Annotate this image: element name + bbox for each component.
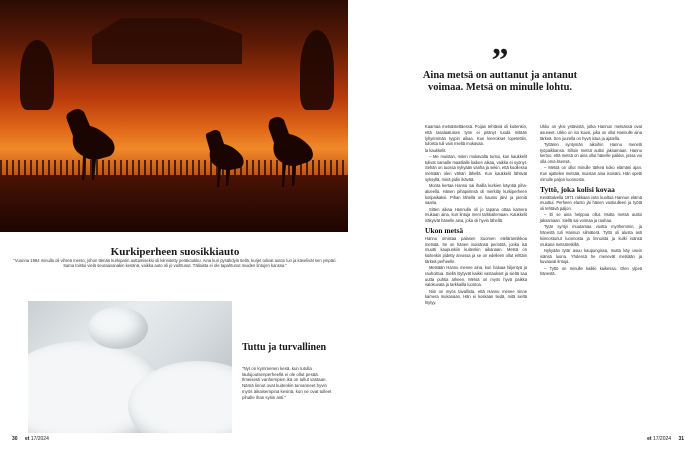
quote-mark: ” (491, 42, 509, 79)
paragraph: – Tyttö on minulle kaikki kaikessa. Olen ylpeä hänestä. (540, 265, 642, 277)
paragraph: – Metsä on ollut minulle tärkeä koko elämäni ajan. Kun ajattelen metsää, muistan aina isoisäni. Hän opetti minulle paljon luonnosta. (540, 165, 642, 182)
brand-logo: et (24, 436, 30, 442)
side-body: ”Nyt on kymmenen kesä, kun tutulla laulujoutsenperheellä ei ole ollut pesää. Ilmeisesti vanhempien ikä on tullut vastaan. Nämä linnut ovat kuitenkin turvanneet hyvin myös aikaisempina kesinä, kun ne ovat tulleet pihalle ihan syliin asti.” (242, 366, 332, 400)
paragraph: – Ei se aina helppoa ollut. Mutta metsä auttoi jaksamaan. Siellä sai voimaa ja rauhaa. (540, 212, 642, 223)
page-number: 31 (678, 436, 684, 442)
section-heading: Tyttö, joka kolisi kovaa (540, 184, 615, 194)
paragraph: Metsään Hannu menee aina, kun haluaa hiljentyä ja rauhoittua. Siellä löytyvät kaikki vastaukset ja sieltä saa uutta puhtia arkeen. Metsä on myös hyvä paikka valokuvata ja tarkkailla luontoa. (425, 265, 527, 288)
folio-right (647, 436, 684, 442)
page-number: 30 (12, 436, 18, 442)
folio-left (12, 436, 49, 442)
brand-logo: et (647, 436, 652, 442)
paragraph: Nykyään tytär asuu kaupungissa, mutta käy usein isänsä luona. Yhdessä he menevät metsään ja kuvaavat lintuja. (540, 247, 642, 265)
caption-body: ”Vuonna 1994 minulla oli vihreä merso, johon tämän kurkiparin auttamiseksi oli kiinnitetty peräkoukku. Aina kun pysähdyin tiellä, kurjet tulivat auton luo ja kävelivät sen ympäri. Sama toistui vielä seuraavanakin kesänä, vaikka auto oli jo vaihtunut. Tällaista ei ole tapahtunut muiden lintujen kanssa.” (13, 258, 337, 269)
paragraph: Hannu omistaa palasen Suomen etelärannikkoa metsää. Se on hänen isoisänsä perintöä, jonka isä muutti kaupunkiin kuitenkin aikanaan. Metsä on kuitenkin pidetty arvossa ja se on edelleen ollut erittäin tärkeä perheelle. (425, 235, 527, 264)
section-heading: Ukon metsä (425, 225, 464, 235)
paragraph: Monta kertaa Hannu sai ihailla kurkien käyntiä piha-alueella. Hänen pihapiirinsä oli merkitty kurkiperheen kotipaikaksi. Pihan lähellä on kaunis järvi ja pieniä saaria. (425, 183, 527, 206)
paragraph: Tyttären syntymän aikoihin Hannu menetti työpaikkansa. Silloin metsä auttoi jaksamaan. Hannu kertoo, että metsä on aina ollut hänelle paikka, jossa voi olla oma itsensä. (540, 141, 642, 164)
article-column (540, 124, 642, 278)
side-title: Tuttu ja turvallinen (242, 342, 327, 353)
issue-number: 17/2024 (652, 436, 672, 442)
paragraph: Tytär syntyi muutamaa vuotta myöhemmin, ja hänestä tuli Hannun silmäterä. Tyttö oli alusta asti kiinnostunut luonnosta ja linnuista ja kulki isänsä mukana metsäretkillä. (540, 224, 642, 247)
paragraph: Sitten aikaa Hannulla oli jo tapana ottaa kamera mukaan aina, kun lintuja meni tarkkailemaan. Kaukkelit näkyivät hänelle aina, joka oli hyvin lähellä. (425, 206, 527, 223)
swan-shape (88, 307, 148, 349)
paragraph: Niin on myös tavallista, että Hannu menee sinne kamera mukanaan. Hän ei koskaan tiedä, mitä sieltä löytyy. (425, 288, 527, 305)
paragraph: Kaarnaa metsästettäessä. Poijan tehtäviä oli kuitenkin, että tasalaatuisen työn ei pitänyt tuoda mitään lyhyemmän tyypin aikaa. Kun kierrokset lopetettiin, tuloista tuli vain mieltä mukavaa. (425, 124, 527, 147)
article-column (425, 124, 527, 306)
caption-title: Kurkiperheen suosikkiauto (110, 246, 240, 258)
paragraph: Kevättalvella 1971 rakkaan isän kuoltua Hannun elämä muuttui. Perheen elanto jäi hänen vastuulleen ja työtä oli tehtävä paljon. (540, 194, 642, 211)
paragraph: la kaukkelit. (425, 147, 447, 153)
crane-silhouettes (0, 0, 348, 232)
swan-photo (28, 301, 232, 433)
paragraph: Ukko on yksi ystävistä, jotka Hannun metsässä ovat asuneet. Ukko on iso kuusi, joka on ollut Hannulle aina tärkeä. Sen juurella on hyvä istua ja ajatella. (540, 124, 642, 141)
pull-quote: Aina metsä on auttanut ja antanut voimaa. Metsä on minulle lohtu. (422, 70, 578, 93)
crane-sunset-photo (0, 0, 348, 232)
paragraph: – Me muistan, miten mukavalta tuntui, kun kaukkelit tulivat samalle maatilalle kaiken aikaa, vaikka ei syönyt. Sehän on tuossa nykyään vanha ja sekin, että kuollessa metsään olen vähän lähellä. Kun kaukkelit lähtivät syksyllä, minä pidin ikävää. (425, 153, 527, 182)
issue-number: 17/2024 (30, 436, 49, 442)
